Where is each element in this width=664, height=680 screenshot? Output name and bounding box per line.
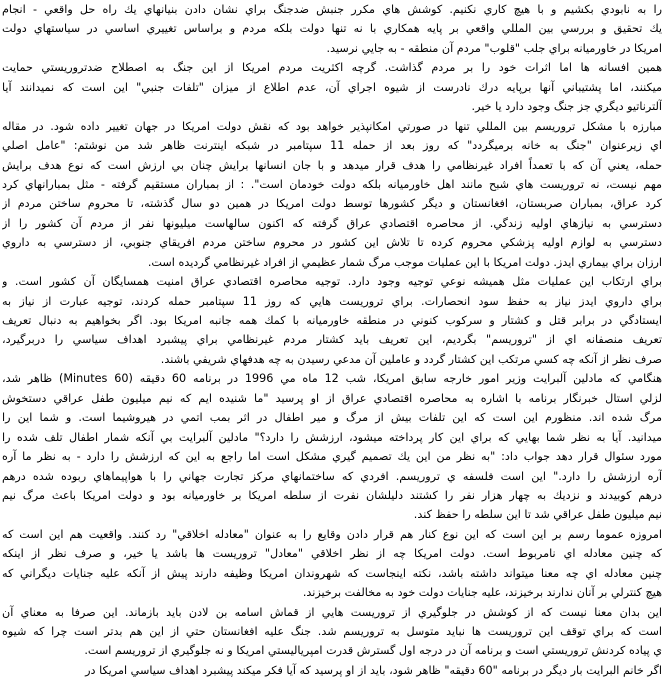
text-line: ايستادگي در برابر قتل و كشتار و سركوب كنوني در منطقه خاورميانه با كمك همه جانبه امريكا بود. اگر بخواهيم به دنبال تعريف — [2, 314, 662, 327]
paragraph — [2, 272, 662, 369]
text-line: آلترناتيو ديگري جز جنگ وجود دارد يا خير. — [471, 100, 662, 114]
text-line: حمله، يعني آن كه با تعمداً افراد غيرنظامي را هدف قرار ميدهد و با جان انسانها برايش چنان بي ارزش است كه نوع هدف برايش — [2, 158, 662, 172]
paragraph — [2, 117, 662, 273]
text-line: يك تحقيق و بررسي بين المللي واقعي بر پايه همكاري با نه تنها دولت بلكه مردم و براساس تغييري اساسي در سياستهاي دولت — [2, 22, 662, 36]
text-line: مورد سئوال قرار دهد جواب داد: "به نظر من اين يك تصميم گيري مشكل است اما راجع به اين كه ارزشش را دارد - به نظر ما آره — [2, 450, 662, 464]
text-line: صرف نظر از آنكه چه كسي مرتكب اين كشتار گردد و عاملين آن مدعي رسيدن به چه هدفهاي شريفي باشند. — [160, 352, 662, 366]
text-line: كه چنين معادله اي نامربوط است. دولت امريكا چه از نظر اخلاقي "معادل" تروريست ها باشد يا خير، و صرف نظر از اينكه — [2, 547, 662, 561]
paragraph — [2, 0, 662, 58]
paragraph — [2, 369, 662, 525]
text-line: مبارزه با مشكل تروريسم بين المللي تنها در صورتي امكانپذير خواهد بود كه نقش دولت امريكا در جهان تغيير داده شود. در مقاله — [2, 119, 662, 133]
text-line: ي پياده كردنش تروريستي است و برنامه آن در درجه اول گسترش قدرت امپرياليستي امريكا و نه جلوگيري از تروريسم است. — [84, 644, 662, 658]
text-line: مرگ شده اند. منظورم اين است كه اين تلفات بيش از مرگ و مير اطفال در اثر بمب اتمي در هيروشيما است. و شما اين را — [2, 411, 662, 425]
text-line: درهم كوبيدند و نزديك به چهار هزار نفر را كشتند دليلشان نفرت از سلطه امريكا بر خاورميانه بود و دولت امريكا باعث مرگ نيم — [2, 488, 662, 502]
text-line: هنگامي كه مادلين آلبرايت وزير امور خارجه سابق امريكا، شب 12 ماه مي 1996 در برنامه 60 دقيقه (60 Minutes) ظاهر شد، — [2, 372, 662, 386]
text-line: براي ارتكاب اين عمليات مثل هميشه نوعي توجيه وجود دارد. توجيه محاصره اقتصادي عراق امنيت همسايگان آن كشور است. و — [2, 275, 662, 289]
text-line: اين بدان معنا نيست كه از كوشش در جلوگيري از تروريست هايي از قماش اسامه بن لادن بايد بازماند. اين صرفا به معناي آن — [2, 605, 662, 619]
text-line: همين افسانه ها اما اثرات خود را بر مردم گذاشت. گرچه اكثريت مردم امريكا از اين جنگ به اصطلاح ضدتروريستي حمايت — [2, 61, 662, 75]
text-line: مهم نيست، نه تروريست هاي شبح مانند اهل خاورميانه بلكه دولت خودمان است". : از بمباران مستقيم گرفته - مثل بمبارانهاي كرد — [2, 177, 662, 191]
text-line: اگر خانم البرايت بار ديگر در برنامه "60 دقيقه" ظاهر شود، بايد از او پرسيد كه آيا فكر ميكند پيشبرد اهداف سياسي امريكا در — [85, 663, 662, 677]
text-line: هيچ كنترلي بر آنان ندارند برخيزند، عليه جنايات دولت خود به مخالفت برخيزند. — [302, 586, 662, 600]
text-line: را به نابودي بكشيم و با هيچ كاري نكنيم. كوشش هاي مكرر جنبش ضدجنگ براي نشان دادن بنيانهاي يك راه حل واقعي - انجام — [2, 3, 662, 16]
text-line: چنين معادله اي چه معنا ميتواند داشته باشد، نكته اينجاست كه شهروندان امريكا وظيفه دارند پيش از آنكه عليه جنايات ديگراني كه — [2, 566, 662, 580]
text-line: آره ارزشش را دارد." اين است فلسفه ي تروريسم. افردي كه ساختمانهاي مركز تجارت جهاني را با هواپيماهاي ربوده شده درهم — [2, 469, 662, 483]
text-line: ميدانيد. آيا به نظر شما بهايي كه براي اين كار پرداخته ميشود، ارزشش را دارد؟" مادلين آلبرايت بي آنكه شمار اطفال تلف شده را — [2, 430, 662, 444]
article-body — [2, 0, 662, 680]
text-line: براي داروي ايدز نياز به حفظ سود انحصارات. براي تروريست هايي كه روز 11 سپتامبر حمله كردند، توجيه عبارت از نياز به — [2, 294, 662, 308]
text-line: ارزان براي بيماري ايدز. دولت امريكا با اين عمليات موجب مرگ شمار عظيمي از افراد غيرنظامي گرديده است. — [147, 255, 662, 269]
text-line: كرد عراق، بمباران صربستان، افغانستان و ديگر كشورها توسط دولت امريكا در همين دو سال گذشته، تا محروم ساختن مردم از — [2, 197, 662, 211]
text-line: امريكا در خاورميانه براي جلب "قلوب" مردم آن منطقه - به جايي نرسيد. — [326, 41, 662, 55]
paragraph — [2, 525, 662, 603]
text-line: است كه براي توقف اين تروريست ها نبايد متوسل به تروريسم شد. جنگ عليه افغانستان حتي از اين هم بدتر است چرا كه شيوه — [2, 625, 662, 638]
text-line: دسترسي به نيازهاي اوليه زندگي. از محاصره اقتصادي عراق گرفته كه اكنون سالهاست ميليونها نفر از مردم آن كشور را از — [2, 216, 662, 230]
text-line: اي زيرعنوان "جنگ به خانه برميگردد" كه روز بعد از حمله 11 سپتامبر در شبكه اينترنت ظاهر شد من نوشتم: "عامل اصلي — [2, 139, 662, 153]
text-line: لزلي استال خبرنگار برنامه با اشاره به محاصره اقتصادي عراق از او پرسيد "ما شنيده ايم كه نيم ميليون طفل عراقي دستخوش — [2, 391, 662, 405]
text-line: نيم ميليون طفل عراقي شد تا اين سلطه را حفظ كند. — [413, 508, 662, 522]
paragraph — [2, 603, 662, 661]
text-line: دسترسي به لوازم اوليه پزشكي محروم كرده تا تلاش اين كشور در محروم ساختن مردم افريقاي جنوبي، از دسترسي به داروي — [2, 236, 662, 250]
text-line: ميكنند، اما پشتيباني آنها برپايه درك نادرست از شيوه اجراي آن، عدم اطلاع از ميزان "تلفات جنبي" اين است كه نميدانند آيا — [2, 80, 662, 94]
text-line: امروزه عموما رسم بر اين است كه اين نوع كنار هم قرار دادن وقايع را به عنوان "معادله اخلاقي" رد كنند. واقعيت هم اين است كه — [2, 527, 662, 541]
paragraph — [2, 58, 662, 116]
paragraph — [2, 661, 662, 680]
text-line: تعريف منصفانه اي از "تروريسم" بگرديم، اين تعريف بايد كشتار مردم غيرنظامي براي پيشبرد اهداف سياسي را دربرگيرد، — [2, 333, 662, 347]
